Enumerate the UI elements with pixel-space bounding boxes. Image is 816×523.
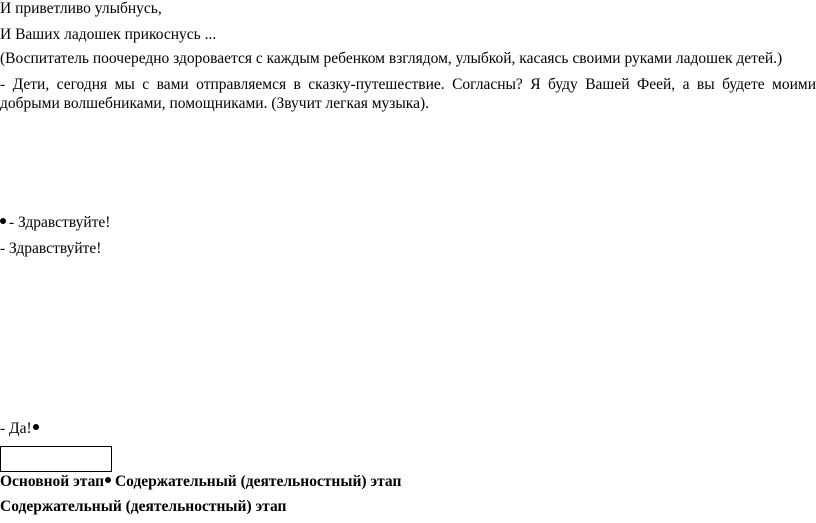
greeting-line-2: - Здравствуйте!	[0, 240, 102, 257]
stage-content-heading: Содержательный (деятельностный) этап	[0, 498, 287, 515]
poem-line-2: И Ваших ладошек прикоснусь ...	[0, 26, 217, 43]
teacher-speech-paragraph: - Дети, сегодня мы с вами отправляемся в сказку-путешествие. Согласны? Я буду Вашей Феей, а вы будете моими добрыми волшебниками, помощниками. (Звучит легкая музыка).	[0, 76, 816, 112]
empty-text-box	[0, 446, 112, 472]
answer-line	[0, 420, 39, 438]
stage-content-inline-label: Содержательный (деятельностный) этап	[114, 473, 402, 490]
teacher-note: (Воспитатель поочередно здоровается с каждым ребенком взглядом, улыбкой, касаясь своими руками ладошек детей.)	[0, 50, 783, 67]
answer-text: - Да!	[0, 420, 32, 437]
stage-main-label: Основной этап	[0, 473, 105, 490]
bullet-dot-icon	[105, 477, 111, 483]
greeting-text-1: - Здравствуйте!	[9, 214, 111, 231]
greeting-line-1	[0, 214, 110, 232]
bullet-dot-icon	[33, 424, 39, 430]
stage-heading-line	[0, 473, 401, 491]
bullet-dot-icon	[0, 218, 6, 224]
poem-line-1: И приветливо улыбнусь,	[0, 0, 162, 17]
